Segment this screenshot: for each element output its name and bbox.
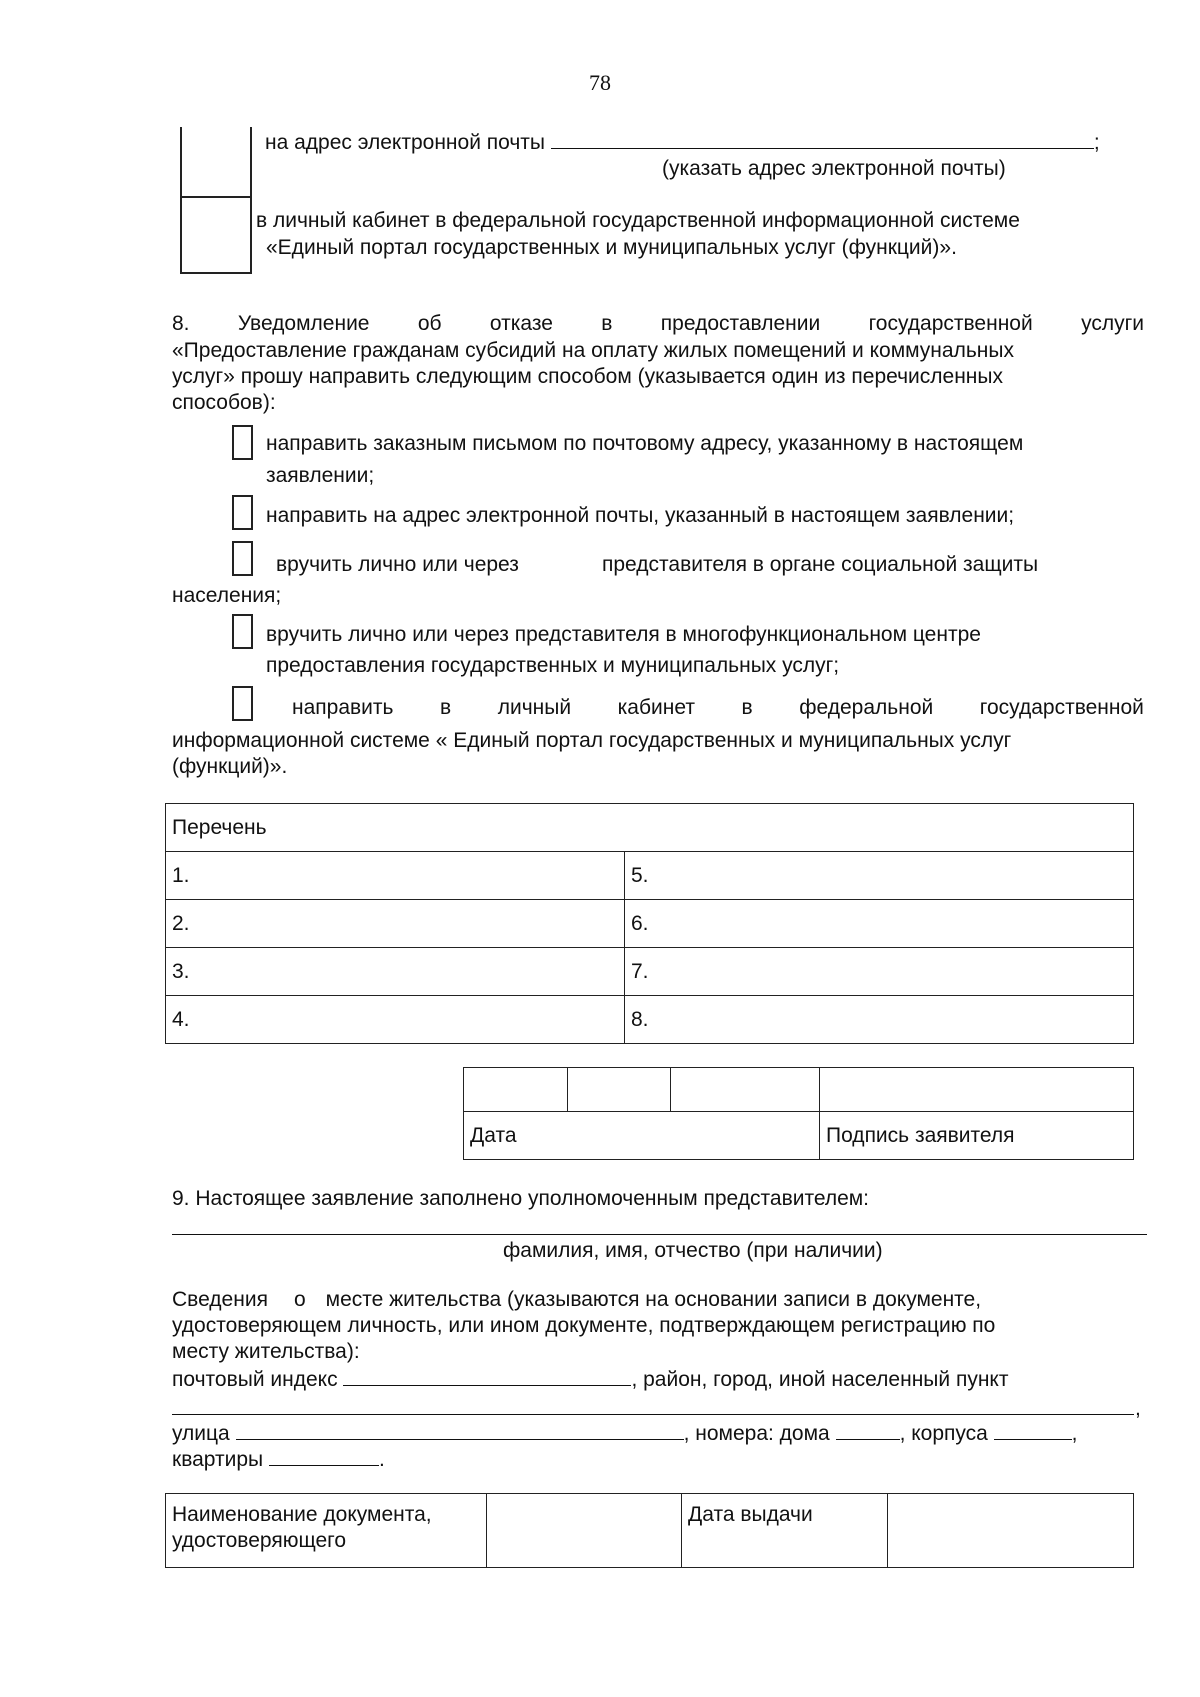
option2-line: направить на адрес электронной почты, указанный в настоящем заявлении; bbox=[266, 504, 1015, 527]
apartment-end: . bbox=[378, 1448, 385, 1471]
option3-part-2: представителя в органе социальной защиты bbox=[602, 553, 1039, 576]
word: в bbox=[601, 312, 613, 335]
corpus-input[interactable] bbox=[994, 1419, 1072, 1440]
option-email-checkbox[interactable] bbox=[232, 495, 253, 530]
option-registered-mail-checkbox[interactable] bbox=[232, 425, 253, 460]
option3-line-2: населения; bbox=[172, 584, 282, 607]
word: о bbox=[293, 1288, 306, 1311]
email-end: ; bbox=[1093, 131, 1100, 154]
apartment-line bbox=[172, 1445, 385, 1473]
email-caption: (указать адрес электронной почты) bbox=[662, 157, 1006, 180]
email-checkbox[interactable] bbox=[180, 127, 252, 197]
document-table bbox=[165, 1493, 1134, 1568]
apartment-label: квартиры bbox=[172, 1448, 264, 1471]
list-cell[interactable]: 3. bbox=[166, 948, 625, 996]
list-cell[interactable]: 8. bbox=[625, 996, 1134, 1044]
residence-line-1 bbox=[172, 1287, 981, 1313]
option4-line-2: предоставления государственных и муниципальных услуг; bbox=[266, 654, 840, 677]
doc-name-line-2: удостоверяющего bbox=[172, 1529, 347, 1552]
corpus-label: , корпуса bbox=[899, 1422, 988, 1445]
date-month-cell[interactable] bbox=[568, 1068, 671, 1112]
street-label: улица bbox=[172, 1422, 230, 1445]
option5-line-1 bbox=[292, 695, 1144, 721]
date-label: Дата bbox=[464, 1112, 820, 1160]
word: Уведомление bbox=[237, 312, 370, 335]
doc-name-line-1: Наименование документа, bbox=[172, 1503, 432, 1526]
page-number: 78 bbox=[589, 70, 611, 95]
list-cell[interactable]: 2. bbox=[166, 900, 625, 948]
option4-line-1: вручить лично или через представителя в многофункциональном центре bbox=[266, 623, 981, 646]
email-label: на адрес электронной почты bbox=[265, 131, 546, 154]
option1-line-2: заявлении; bbox=[266, 464, 375, 487]
word: отказе bbox=[489, 312, 553, 335]
locality-comma: , bbox=[1135, 1397, 1141, 1420]
cabinet-line-1: в личный кабинет в федеральной государственной информационной системе bbox=[256, 209, 1020, 232]
word: услуги bbox=[1081, 312, 1144, 335]
street-input[interactable] bbox=[236, 1419, 684, 1440]
residence-line-2: удостоверяющем личность, или ином документе, подтверждающем регистрацию по bbox=[172, 1314, 996, 1337]
section8-line-1 bbox=[172, 311, 1144, 337]
postal-after: , район, город, иной населенный пункт bbox=[631, 1368, 1009, 1391]
section8-line-3: услуг» прошу направить следующим способом (указывается один из перечисленных bbox=[172, 365, 1003, 388]
cabinet-checkbox[interactable] bbox=[180, 196, 252, 274]
option-personal-cabinet-checkbox[interactable] bbox=[232, 686, 253, 721]
word: Сведения bbox=[172, 1288, 268, 1311]
signature-table bbox=[463, 1067, 1134, 1160]
list-cell[interactable]: 1. bbox=[166, 852, 625, 900]
word: направить bbox=[292, 696, 394, 719]
word: государственной bbox=[868, 312, 1033, 335]
word: в bbox=[440, 696, 452, 719]
list-table bbox=[165, 803, 1134, 1044]
word: месте жительства (указываются на основании записи в документе, bbox=[325, 1288, 982, 1311]
word: государственной bbox=[979, 696, 1144, 719]
doc-name-label bbox=[166, 1494, 487, 1568]
signature-cell[interactable] bbox=[820, 1068, 1134, 1112]
email-input[interactable] bbox=[551, 128, 1094, 149]
list-table-header: Перечень bbox=[166, 804, 1134, 852]
doc-name-value[interactable] bbox=[487, 1494, 682, 1568]
list-cell[interactable]: 5. bbox=[625, 852, 1134, 900]
postal-line bbox=[172, 1365, 1008, 1393]
word: федеральной bbox=[799, 696, 934, 719]
word: 8. bbox=[172, 312, 190, 335]
house-input[interactable] bbox=[836, 1419, 900, 1440]
list-cell[interactable]: 6. bbox=[625, 900, 1134, 948]
option-mfc-checkbox[interactable] bbox=[232, 614, 253, 649]
house-label: , номера: дома bbox=[683, 1422, 830, 1445]
email-line bbox=[265, 128, 1100, 156]
word: кабинет bbox=[617, 696, 695, 719]
list-cell[interactable]: 4. bbox=[166, 996, 625, 1044]
section8-line-2: «Предоставление гражданам субсидий на оплату жилых помещений и коммунальных bbox=[172, 339, 1014, 362]
word: об bbox=[417, 312, 442, 335]
issue-date-value[interactable] bbox=[888, 1494, 1134, 1568]
fio-caption: фамилия, имя, отчество (при наличии) bbox=[503, 1239, 883, 1262]
cabinet-line-2: «Единый портал государственных и муниципальных услуг (функций)». bbox=[266, 236, 957, 259]
fio-input[interactable] bbox=[172, 1234, 1147, 1235]
option5-line-3: (функций)». bbox=[172, 755, 288, 778]
issue-date-label: Дата выдачи bbox=[682, 1494, 888, 1568]
corpus-end: , bbox=[1071, 1422, 1078, 1445]
option-social-protection-checkbox[interactable] bbox=[232, 541, 253, 576]
residence-line-3: месту жительства): bbox=[172, 1340, 360, 1363]
date-day-cell[interactable] bbox=[464, 1068, 568, 1112]
locality-input[interactable] bbox=[172, 1414, 1134, 1415]
option1-line-1: направить заказным письмом по почтовому адресу, указанному в настоящем bbox=[266, 432, 1024, 455]
word: предоставлении bbox=[660, 312, 821, 335]
option3-part-1: вручить лично или через bbox=[276, 553, 519, 576]
list-cell[interactable]: 7. bbox=[625, 948, 1134, 996]
option5-line-2: информационной системе « Единый портал государственных и муниципальных услуг bbox=[172, 729, 1012, 752]
postal-index-input[interactable] bbox=[343, 1365, 631, 1386]
date-year-cell[interactable] bbox=[671, 1068, 820, 1112]
section9-title: 9. Настоящее заявление заполнено уполномоченным представителем: bbox=[172, 1187, 870, 1210]
section8-line-4: способов): bbox=[172, 391, 276, 414]
apartment-input[interactable] bbox=[269, 1445, 379, 1466]
postal-label: почтовый индекс bbox=[172, 1368, 338, 1391]
street-line bbox=[172, 1419, 1078, 1447]
word: в bbox=[741, 696, 753, 719]
word: личный bbox=[497, 696, 572, 719]
signature-label: Подпись заявителя bbox=[820, 1112, 1134, 1160]
